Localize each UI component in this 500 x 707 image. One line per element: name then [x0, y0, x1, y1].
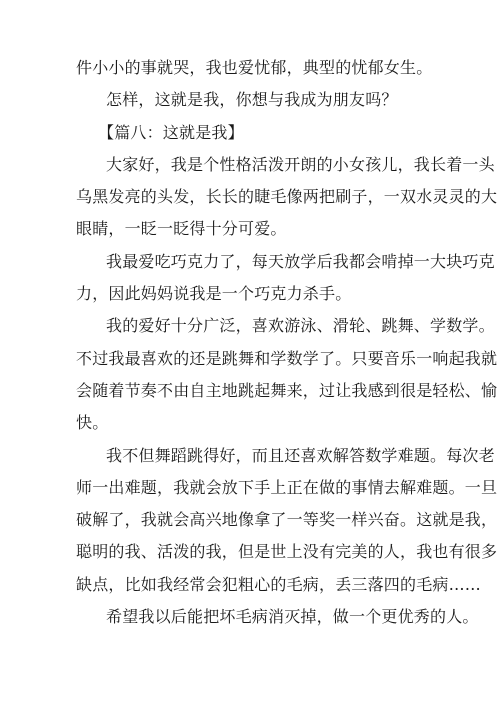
section-heading: 【篇八：这就是我】: [98, 122, 244, 142]
text-line: 快。: [76, 413, 109, 433]
text-line: 我的爱好十分广泛，喜欢游泳、滑轮、跳舞、学数学。: [106, 316, 495, 336]
text-line: 不过我最喜欢的还是跳舞和学数学了。只要音乐一响起我就: [76, 348, 498, 368]
text-line: 我不但舞蹈跳得好，而且还喜欢解答数学难题。每次老: [106, 445, 495, 465]
text-line: 力，因此妈妈说我是一个巧克力杀手。: [76, 284, 352, 304]
document-page: [76, 58, 498, 639]
text-line: 希望我以后能把坏毛病消灭掉，做一个更优秀的人。: [106, 607, 479, 627]
text-line: 大家好，我是个性格活泼开朗的小女孩儿，我长着一头: [106, 154, 495, 174]
text-line: 我最爱吃巧克力了，每天放学后我都会啃掉一大块巧克: [106, 251, 495, 271]
text-line: 会随着节奏不由自主地跳起舞来，过让我感到很是轻松、愉: [76, 380, 498, 400]
text-line: 缺点，比如我经常会犯粗心的毛病，丢三落四的毛病……: [76, 574, 482, 594]
text-line: 眼睛，一眨一眨得十分可爱。: [76, 219, 287, 239]
text-line: 师一出难题，我就会放下手上正在做的事情去解难题。一旦: [76, 477, 498, 497]
text-line: 聪明的我、活泼的我，但是世上没有完美的人，我也有很多: [76, 542, 498, 562]
text-line: 怎样，这就是我，你想与我成为朋友吗？: [106, 90, 398, 110]
text-line: 破解了，我就会高兴地像拿了一等奖一样兴奋。这就是我，: [76, 510, 498, 530]
text-line: 件小小的事就哭，我也爱忧郁，典型的忧郁女生。: [76, 58, 433, 77]
text-line: 乌黑发亮的头发，长长的睫毛像两把刷子，一双水灵灵的大: [76, 187, 498, 207]
